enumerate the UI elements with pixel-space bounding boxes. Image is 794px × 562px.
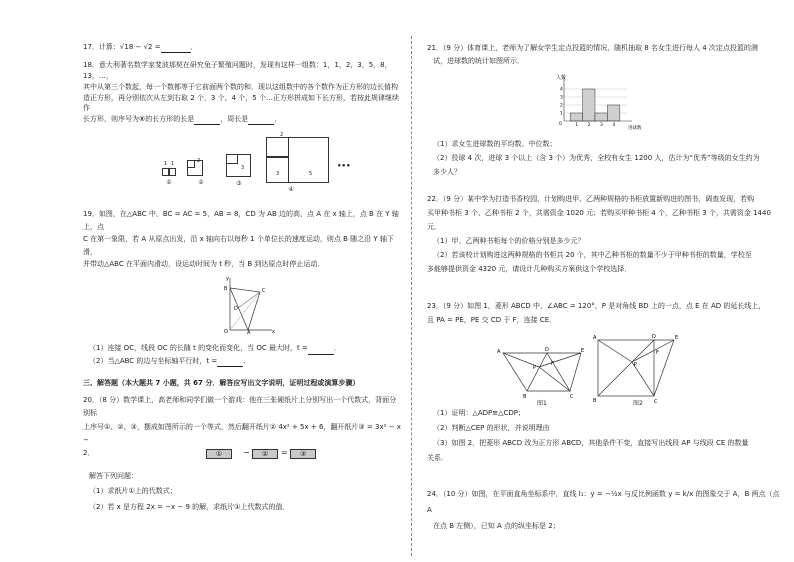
fib4-num-c: 5 (309, 171, 313, 177)
chart-xlabel: 进球数 (628, 126, 642, 131)
chart-ytick-4: 4 (560, 87, 563, 93)
q17-blank (161, 45, 191, 53)
q23-fig1-caption: 图1 (537, 400, 547, 407)
q17-text: 17．计算：√18 − √2 = (83, 43, 161, 51)
f1-label-c: C (570, 394, 574, 400)
q21a (427, 42, 782, 69)
fib3-sq (226, 154, 238, 164)
f2-label-e: E (675, 335, 679, 341)
q18-line-4-text: 长方形，则序号为⑧的长方形的长是 (83, 115, 195, 124)
q19-sub2: （2）当△ABC 的边与坐标轴平行时，t = ． (89, 355, 409, 368)
q19-sub1: （1）连接 OC，线段 OC 的长随 t 的变化而变化，当 OC 最大时，t = ． (89, 342, 409, 355)
q24-line-1: 24．（10 分）如图，在平面直角坐标系中，直线 l₁：y = −½x 与反比例函数 y = k/x 的图象交于 A，B 两点（点 A (427, 490, 780, 515)
fib2-label: ② (198, 179, 204, 186)
fib1-num-a: 1 (164, 161, 168, 167)
q19-sub2-text: （2）当△ABC 的边与坐标轴平行时，t = (89, 356, 218, 365)
card-1: ① (206, 449, 232, 459)
q22-sub2b: 多能够提供资金 4320 元，请设计几种购买方案供这个学校选择． (427, 265, 632, 273)
q20-solve: 解答下列问题： (89, 472, 138, 480)
q21-bar-chart (550, 73, 650, 131)
q23-subs (427, 406, 783, 466)
q22-line-2: 买甲种书柜 3 个、乙种书柜 2 个，共需资金 1020 元；若购买甲种书柜 4 个，乙种书柜 3 个，共需资金 1440 (427, 209, 771, 217)
diagonal-bd (527, 353, 547, 391)
q21a-sub1: （1）求女生进球数的平均数、中位数； (433, 140, 557, 148)
q23-sub2: （2）判断△CEP 的形状，并说明理由 (433, 424, 550, 433)
q21a-sub2b: 多少人？ (433, 168, 461, 176)
q20-line-2: 上序号①、②、③，摆成如图所示的一个等式，然后翻开纸片② 4x² + 5x + 6，翻开纸片③ = 3x² − x − (83, 422, 401, 444)
q23-figure-1 (495, 343, 595, 401)
fib3-num: 3 (241, 165, 245, 171)
chart-xtick-2: 2 (587, 123, 591, 128)
f1-label-e: E (581, 348, 585, 354)
q19-line-2: C 在第一象限，若 A 从原点出发，沿 x 轴向右以每秒 1 个单位长的速度运动，则点 B 随之沿 Y 轴下滑， (83, 235, 394, 256)
q19-sub1-text: （1）连接 OC，线段 OC 的长随 t 的变化而变化，当 OC 最大时，t = (89, 344, 308, 352)
card-equals: = (281, 448, 288, 457)
fib1-square-b (169, 168, 176, 176)
chart-bar-4 (607, 105, 619, 121)
card-minus: − (243, 448, 250, 457)
q17: 17．计算：√18 − √2 = ． (83, 43, 198, 51)
q18-line-1: 18．意大利著名数学家斐波那契在研究兔子繁殖问题时，发现有这样一组数：1，1，2，3，5，8，13，…， (83, 61, 392, 80)
fib4-num-a: 2 (280, 132, 284, 138)
fib1-label: ① (166, 179, 172, 186)
fib4-num-b: 3 (276, 171, 280, 177)
chart-bar-1 (570, 113, 582, 121)
f1-label-b: B (523, 394, 527, 400)
q22 (427, 192, 782, 276)
f2-label-b: B (593, 398, 597, 404)
chart-ytick-2: 2 (560, 103, 563, 109)
sq-segment-pa (598, 340, 632, 362)
q23-line-2: 且 PA = PE，PE 交 CD 于 F，连接 CE． (427, 316, 557, 324)
q19-line-3: 并带动△ABC 在平面内滑动，设运动时间为 t 秒，当 B 到达原点时停止运动． (83, 260, 325, 269)
q18-line-2: 其中从第三个数起，每一个数都等于它前面两个数的和．现以这组数中的各个数作为正方形的边长值构 (83, 82, 398, 91)
q23-sub3b: 关系． (427, 454, 448, 463)
q23-sub3: （3）如图 2，把菱形 ABCD 改为正方形 ABCD，其他条件不变，直接写出线段 AP 与线段 CE 的数量 (433, 439, 749, 448)
fib-ellipsis: ••• (337, 162, 351, 170)
q23-line-1: 23．（9 分）如图 1，菱形 ABCD 中，∠ABC = 120°，P 是对角线 BD 上的一点，点 E 在 AD 的延长线上， (427, 302, 766, 310)
f1-label-d: D (545, 347, 549, 353)
rhombus-abcd (503, 353, 570, 391)
fib1-num-b: 1 (171, 161, 175, 167)
q18-line-3: 造正方形，再分别依次从左到右取 2 个，3 个，4 个，5 个…正方形拼成如下长方形，若按此规律继续作 (83, 93, 399, 113)
card-3: ③ (290, 449, 316, 459)
f1-label-f: F (551, 361, 554, 367)
q19-subs (89, 342, 409, 367)
q19-line-1: 19．如图，在△ABC 中，BC = AC = 5，AB = 8，CD 为 AB 边的高，点 A 在 x 轴上，点 B 在 Y 轴上，点 (83, 210, 399, 231)
q19-label-c: C (262, 288, 266, 294)
chart-bar-2 (583, 89, 595, 121)
q19-label-a: A (247, 330, 251, 334)
segment-pc (539, 367, 570, 391)
q19-side-ab (230, 288, 248, 330)
q18-blank-perimeter (248, 117, 274, 125)
q22-sub2: （2）若该校计划购进这两种规格的书柜共 20 个，其中乙种书柜的数量不少于甲种书柜的数量，学校至 (433, 251, 752, 259)
q19-label-x: x (272, 329, 275, 334)
chart-origin: 0 (559, 122, 562, 127)
fib4-sq-b (266, 157, 289, 183)
q18-tail: ，周长是 (220, 115, 249, 124)
fib1-square-a (162, 168, 169, 176)
q23-sub1: （1）证明：△ADP≌△CDP； (433, 409, 525, 417)
q22-sub1: （1）甲、乙两种书柜每个的价格分别是多少元？ (433, 237, 585, 245)
q19-label-y: y (226, 276, 229, 282)
card-2: ② (252, 449, 278, 459)
q24-line-2: 在点 B 左侧），已知 A 点的纵坐标是 2； (433, 522, 560, 531)
f2-label-d: D (652, 334, 656, 340)
f1-label-p: P (533, 365, 537, 371)
chart-ylabel: 人数 (556, 75, 567, 81)
fib4-label: ④ (288, 186, 294, 193)
sq-diagonal-bd (598, 340, 654, 396)
q18-line-4: 长方形，则序号为⑧的长方形的长是 ，周长是 ． (83, 115, 282, 124)
q24 (427, 486, 782, 534)
q19-label-d: D (234, 306, 238, 312)
q18 (83, 60, 403, 125)
q19-blank-2 (217, 359, 243, 367)
f2-label-p: P (634, 362, 638, 368)
column-divider (411, 36, 412, 556)
fib2-num: 2 (197, 158, 201, 164)
q18-blank-length (194, 117, 220, 125)
q19-figure (218, 272, 278, 334)
q23-fig2-caption: 图2 (633, 400, 643, 407)
q21a-line-1: 21．（9 分）体育课上，老师为了解女学生定点投篮的情况，随机抽取 8 名女生进行每人 4 次定点投篮的测 (427, 44, 758, 52)
f1-label-a: A (497, 349, 501, 355)
q23 (427, 299, 782, 327)
sq-segment-ce (654, 340, 674, 396)
segment-pe (539, 353, 581, 367)
f2-label-f: F (656, 350, 659, 356)
q20-sub2: （2）若 x 是方程 2x = −x − 9 的解，求纸片①上代数式的值． (89, 502, 290, 511)
section-3-title: 三、解答题（本大题共 7 小题，共 67 分．解答应写出文字说明，证明过程或演算步骤） (83, 379, 360, 387)
q23-figure-2 (592, 332, 684, 404)
chart-xtick-4: 4 (612, 123, 616, 128)
q19-side-bc (230, 288, 260, 292)
q22-line-1: 22．（9 分）某中学为打造书香校园，计划购进甲、乙两种规格的书柜放置新购进的图书，调查发现，若购 (427, 195, 755, 203)
chart-ytick-3: 3 (560, 95, 563, 101)
f2-label-c: C (654, 399, 658, 404)
sq-segment-pe (632, 340, 674, 362)
q21a-sub2: （2）投球 4 次，进球 3 个以上（含 3 个）为优秀，全校有女生 1200 人，估计为“优秀”等级的女生约为 (433, 154, 760, 162)
q21a-subs (433, 137, 783, 179)
fib4-sq-a (266, 137, 289, 157)
chart-bar-3 (595, 113, 607, 121)
f2-label-a: A (593, 335, 597, 341)
segment-ce (570, 353, 581, 391)
q19-label-b: B (224, 286, 228, 292)
q19 (83, 208, 403, 271)
q19-side-ca (248, 292, 260, 330)
chart-ytick-1: 1 (560, 111, 563, 117)
q20-sub1: （1）求纸片①上的代数式； (89, 487, 177, 496)
chart-xtick-3: 3 (600, 123, 603, 128)
chart-xtick-1: 1 (575, 123, 579, 128)
fib3-label: ③ (236, 180, 242, 187)
q20-line-1: 20．（8 分）数学课上，高老师和同学们做一个游戏：他在三张硬纸片上分别写出一个代数式，背面分别标 (83, 396, 397, 418)
q20-line-3: 2． (83, 449, 95, 458)
q22-line-3: 元． (427, 223, 441, 231)
q20-subs (89, 469, 409, 515)
q19-label-o: O (224, 329, 228, 334)
q21a-line-2: 试，进球数的统计如图所示． (433, 57, 524, 66)
fib2-sq (187, 160, 195, 168)
q19-blank-1 (308, 347, 334, 355)
